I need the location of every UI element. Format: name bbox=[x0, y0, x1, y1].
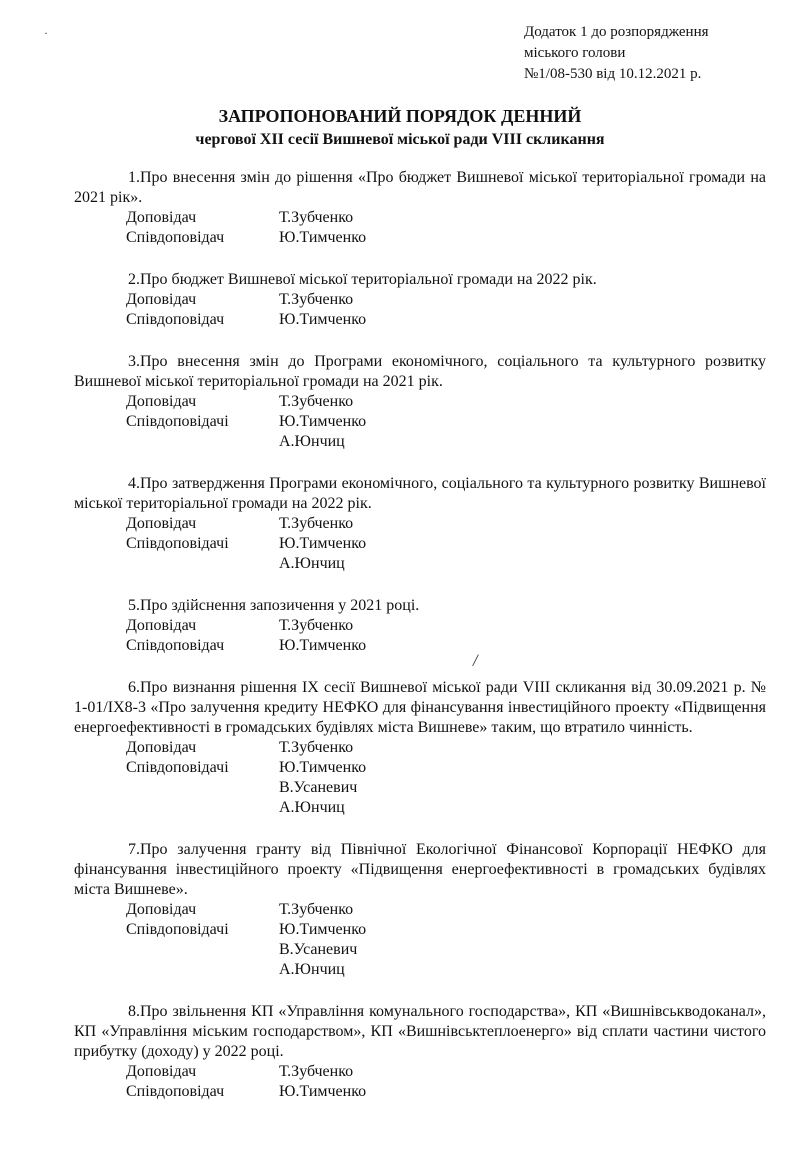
co-speaker-names bbox=[279, 534, 366, 574]
pen-mark: / bbox=[471, 649, 480, 671]
appendix-note bbox=[524, 22, 709, 85]
document-subtitle: чергової XII сесії Вишневої міської ради VIII скликання bbox=[195, 131, 605, 148]
speaker-name: Т.Зубченко bbox=[279, 1063, 354, 1080]
agenda-item bbox=[74, 1002, 766, 1102]
co-speaker-row bbox=[74, 1082, 766, 1102]
speaker-row bbox=[74, 208, 766, 228]
agenda-item bbox=[74, 474, 766, 574]
speaker-role: Доповідач bbox=[126, 515, 197, 532]
agenda-item bbox=[74, 168, 766, 248]
co-speaker-role: Співдоповідачі bbox=[126, 413, 229, 430]
speaker-name: Т.Зубченко bbox=[279, 291, 354, 308]
co-speaker-row bbox=[74, 636, 766, 656]
speaker-role: Доповідач bbox=[126, 617, 197, 634]
speaker-names bbox=[279, 616, 353, 636]
agenda-list bbox=[74, 168, 766, 1124]
speaker-role: Доповідач bbox=[126, 291, 197, 308]
agenda-item bbox=[74, 678, 766, 818]
speaker-name: Т.Зубченко bbox=[279, 739, 354, 756]
agenda-item-text: 6.Про визнання рішення IX сесії Вишневої міської ради VIII скликання від 30.09.2021 р. № 1-01/IX8-3 «Про залучення кредиту НЕФКО для фінансування інвестиційного проекту «Підвищення енергоефективності в громадських будівлях міста Вишневе» таким, що втратило чинність. bbox=[74, 679, 766, 736]
co-speaker-role: Співдоповідач bbox=[126, 229, 225, 246]
appendix-line: Додаток 1 до розпорядження bbox=[524, 24, 709, 40]
co-speaker-name: Ю.Тимченко bbox=[279, 535, 367, 552]
appendix-line: міського голови bbox=[524, 45, 626, 61]
speaker-role: Доповідач bbox=[126, 739, 197, 756]
agenda-item bbox=[74, 352, 766, 452]
co-speaker-role: Співдоповідачі bbox=[126, 759, 229, 776]
co-speaker-name: А.Юнчиц bbox=[279, 555, 345, 572]
speaker-name: Т.Зубченко bbox=[279, 617, 354, 634]
speaker-name: Т.Зубченко bbox=[279, 901, 354, 918]
co-speaker-role: Співдоповідач bbox=[126, 311, 225, 328]
speaker-name: Т.Зубченко bbox=[279, 393, 354, 410]
agenda-item bbox=[74, 270, 766, 330]
co-speaker-row bbox=[74, 310, 766, 330]
co-speaker-names bbox=[279, 636, 366, 656]
co-speaker-row bbox=[74, 758, 766, 818]
co-speaker-row bbox=[74, 228, 766, 248]
speaker-names bbox=[279, 514, 353, 534]
co-speaker-name: Ю.Тимченко bbox=[279, 413, 367, 430]
speaker-row bbox=[74, 616, 766, 636]
speaker-row bbox=[74, 392, 766, 412]
co-speaker-names bbox=[279, 1082, 366, 1102]
co-speaker-role: Співдоповідачі bbox=[126, 535, 229, 552]
co-speaker-name: А.Юнчиц bbox=[279, 961, 345, 978]
agenda-item-text: 5.Про здійснення запозичення у 2021 році. bbox=[128, 597, 420, 614]
agenda-item bbox=[74, 840, 766, 980]
co-speaker-names bbox=[279, 412, 366, 452]
co-speaker-row bbox=[74, 412, 766, 452]
agenda-item bbox=[74, 596, 766, 656]
speaker-role: Доповідач bbox=[126, 901, 197, 918]
co-speaker-names bbox=[279, 310, 366, 330]
co-speaker-name: Ю.Тимченко bbox=[279, 1083, 367, 1100]
speaker-row bbox=[74, 514, 766, 534]
co-speaker-role: Співдоповідач bbox=[126, 637, 225, 654]
agenda-item-text: 3.Про внесення змін до Програми економічного, соціального та культурного розвитку Вишневої міської територіальної громади на 2021 рік. bbox=[74, 353, 766, 390]
co-speaker-names bbox=[279, 228, 366, 248]
agenda-item-text: 1.Про внесення змін до рішення «Про бюджет Вишневої міської територіальної громади на 2021 рік». bbox=[74, 169, 766, 206]
speaker-row bbox=[74, 290, 766, 310]
co-speaker-role: Співдоповідач bbox=[126, 1083, 225, 1100]
speaker-names bbox=[279, 208, 353, 228]
speaker-role: Доповідач bbox=[126, 393, 197, 410]
co-speaker-name: В.Усаневич bbox=[279, 941, 358, 958]
speaker-names bbox=[279, 392, 353, 412]
agenda-item-text: 2.Про бюджет Вишневої міської територіальної громади на 2022 рік. bbox=[128, 271, 597, 288]
speaker-role: Доповідач bbox=[126, 1063, 197, 1080]
co-speaker-name: В.Усаневич bbox=[279, 779, 358, 796]
agenda-item-text: 4.Про затвердження Програми економічного, соціального та культурного розвитку Вишневої міської територіальної громади на 2022 рік. bbox=[74, 475, 766, 512]
speaker-names bbox=[279, 1062, 353, 1082]
agenda-item-text: 8.Про звільнення КП «Управління комунального господарства», КП «Вишнівськводоканал», КП «Управління міським господарством», КП «Вишнівськтеплоенерго» від сплати частини чистого прибутку (доходу) у 2022 році. bbox=[74, 1003, 766, 1060]
speaker-role: Доповідач bbox=[126, 209, 197, 226]
agenda-item-text: 7.Про залучення гранту від Північної Екологічної Фінансової Корпорації НЕФКО для фінансування інвестиційного проекту «Підвищення енергоефективності в громадських будівлях міста Вишневе». bbox=[74, 841, 766, 898]
co-speaker-row bbox=[74, 534, 766, 574]
speaker-names bbox=[279, 290, 353, 310]
speaker-name: Т.Зубченко bbox=[279, 515, 354, 532]
co-speaker-names bbox=[279, 920, 366, 980]
co-speaker-name: Ю.Тимченко bbox=[279, 637, 367, 654]
scan-mark: · bbox=[44, 26, 48, 40]
co-speaker-name: Ю.Тимченко bbox=[279, 759, 367, 776]
co-speaker-name: А.Юнчиц bbox=[279, 433, 345, 450]
speaker-names bbox=[279, 738, 353, 758]
speaker-row bbox=[74, 1062, 766, 1082]
co-speaker-name: А.Юнчиц bbox=[279, 799, 345, 816]
speaker-name: Т.Зубченко bbox=[279, 209, 354, 226]
document-title: ЗАПРОПОНОВАНИЙ ПОРЯДОК ДЕННИЙ bbox=[218, 106, 582, 126]
speaker-names bbox=[279, 900, 353, 920]
speaker-row bbox=[74, 738, 766, 758]
co-speaker-names bbox=[279, 758, 366, 818]
co-speaker-name: Ю.Тимченко bbox=[279, 229, 367, 246]
co-speaker-name: Ю.Тимченко bbox=[279, 921, 367, 938]
co-speaker-name: Ю.Тимченко bbox=[279, 311, 367, 328]
co-speaker-row bbox=[74, 920, 766, 980]
co-speaker-role: Співдоповідачі bbox=[126, 921, 229, 938]
speaker-row bbox=[74, 900, 766, 920]
appendix-line: №1/08-530 від 10.12.2021 р. bbox=[524, 66, 702, 82]
